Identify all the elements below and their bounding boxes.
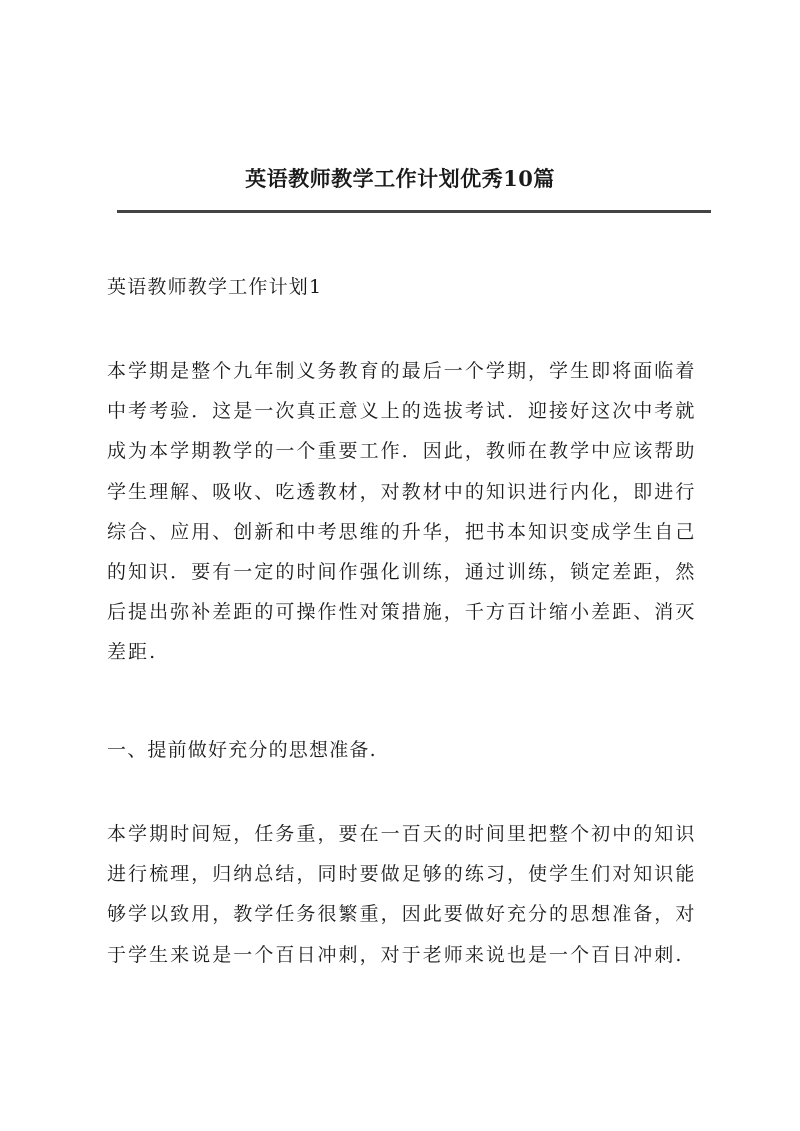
paragraph-line: 学生理解、吸收、吃透教材，对教材中的知识进行内化，即进行 — [107, 480, 697, 503]
subheading-preparation: 一、提前做好充分的思想准备. — [107, 739, 377, 761]
paragraph-line: 综合、应用、创新和中考思维的升华，把书本知识变成学生自己 — [107, 520, 697, 543]
intro-paragraph — [107, 351, 719, 673]
paragraph-line: 的知识．要有一定的时间作强化训练，通过训练，锁定差距，然 — [107, 561, 697, 584]
paragraph-line: 进行梳理，归纳总结，同时要做足够的练习，使学生们对知识能 — [107, 863, 697, 886]
paragraph-line: 本学期时间短，任务重，要在一百天的时间里把整个初中的知识 — [107, 823, 697, 845]
preparation-paragraph — [107, 814, 719, 975]
paragraph-line: 后提出弥补差距的可操作性对策措施，千方百计缩小差距、消灭 — [107, 601, 697, 624]
paragraph-line: 本学期是整个九年制义务教育的最后一个学期，学生即将面临着 — [107, 360, 697, 382]
section-heading: 英语教师教学工作计划1 — [107, 276, 323, 298]
document-title: 英语教师教学工作计划优秀10篇 — [245, 166, 555, 191]
paragraph-line: 够学以致用，教学任务很繁重，因此要做好充分的思想准备，对 — [107, 903, 697, 926]
title-divider — [117, 210, 711, 213]
paragraph-line: 成为本学期教学的一个重要工作．因此，教师在教学中应该帮助 — [107, 440, 697, 463]
paragraph-line: 差距. — [107, 641, 158, 664]
paragraph-line: 于学生来说是一个百日冲刺，对于老师来说也是一个百日冲刺. — [107, 943, 684, 966]
paragraph-line: 中考考验．这是一次真正意义上的选拔考试．迎接好这次中考就 — [107, 400, 697, 423]
